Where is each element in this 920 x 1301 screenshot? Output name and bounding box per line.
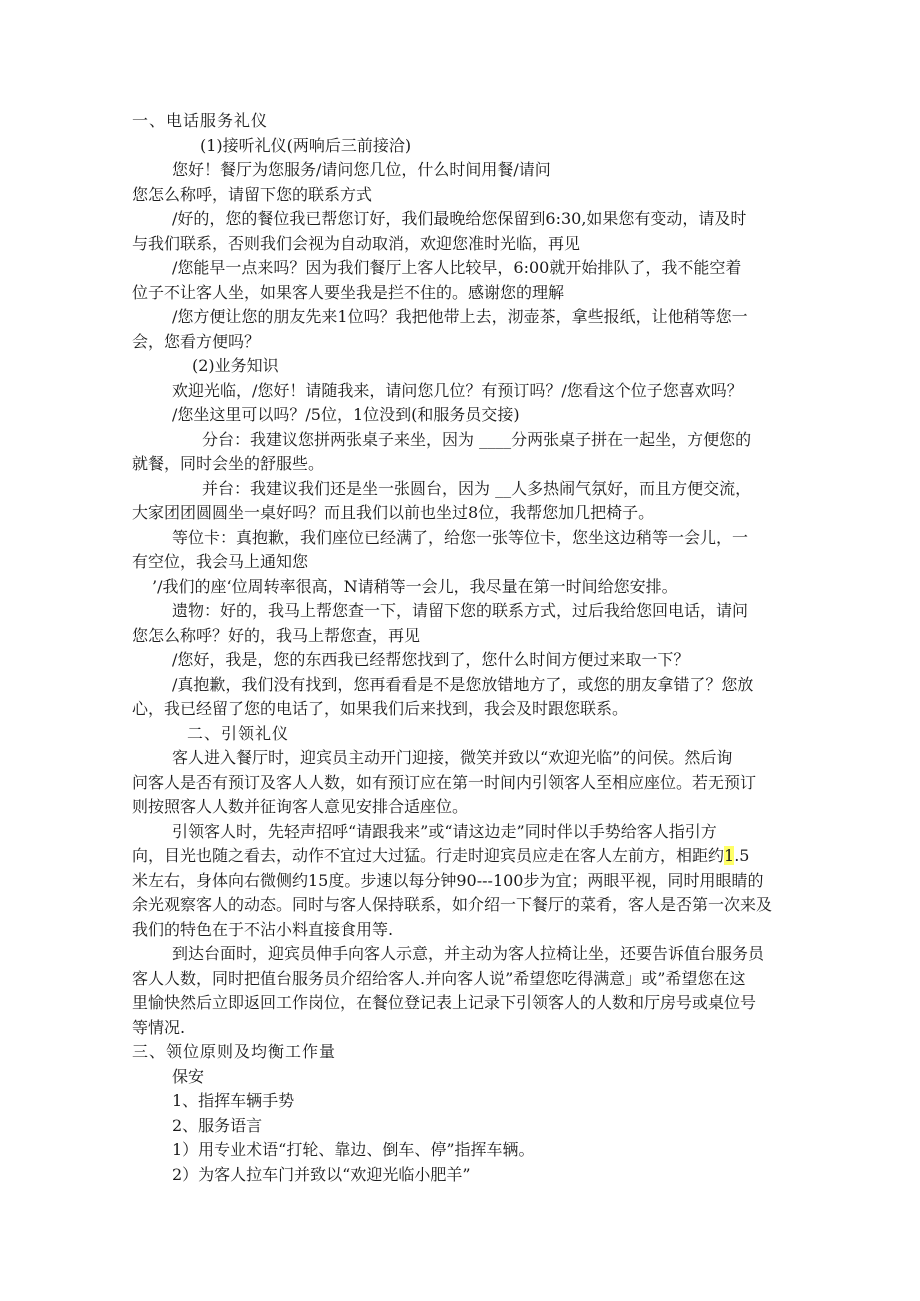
- paragraph-line: 会，您看方便吗？: [132, 331, 261, 351]
- paragraph-line: 您好！餐厅为您服务/请问您几位，什么时间用餐/请问: [172, 160, 551, 179]
- highlighted-text: 1: [724, 846, 735, 865]
- paragraph-text: 向，目光也随之看去，动作不宜过大过猛。行走时迎宾员应走在客人左前方，相距约: [132, 846, 725, 865]
- paragraph-line: 遗物：好的，我马上帮您查一下，请留下您的联系方式，过后我给您回电话，请问: [172, 601, 749, 620]
- paragraph-line: 分台：我建议您拼两张桌子来坐，因为 ____分两张桌子拼在一起坐，方便您的: [202, 429, 752, 449]
- paragraph-line: 等情况.: [132, 1017, 186, 1037]
- paragraph-line: 米左右，身体向右微侧约15度。步速以每分钟90---100步为宜；两眼平视，同时用眼睛的: [132, 870, 764, 890]
- subheading-security: 保安: [172, 1066, 205, 1086]
- list-item: 2、服务语言: [172, 1115, 263, 1135]
- paragraph-line: ’/我们的座‘位周转率很高，N请稍等一会儿，我尽量在第一时间给您安排。: [152, 576, 678, 596]
- paragraph-line: 心，我已经留了您的电话了，如果我们后来找到，我会及时跟您联系。: [132, 699, 629, 718]
- paragraph-line: /您坐这里可以吗？/5位，1位没到(和服务员交接): [172, 405, 520, 424]
- paragraph-line: 则按照客人人数并征询客人意见安排合适座位。: [132, 797, 469, 816]
- paragraph-line: 与我们联系，否则我们会视为自动取消，欢迎您准时光临，再见: [132, 233, 581, 253]
- paragraph-line: 就餐，同时会坐的舒服些。: [132, 454, 325, 473]
- paragraph-line: 等位卡：真抱歉，我们座位已经满了，给您一张等位卡，您坐这边稍等一会儿，一: [172, 527, 749, 547]
- paragraph-line: [132, 844, 792, 869]
- paragraph-line: 余光观察客人的动态。同时与客人保持联系，如介绍一下餐厅的菜肴，客人是否第一次来及: [132, 895, 773, 914]
- paragraph-line: 并台：我建议我们还是坐一张圆台，因为 __人多热闹气氛好，而且方便交流，: [202, 478, 752, 498]
- paragraph-line: 问客人是否有预订及客人人数，如有预订应在第一时间内引领客人至相应座位。若无预订: [132, 772, 757, 792]
- paragraph-line: /您方便让您的朋友先来1位吗？我把他带上去，沏壶茶，拿些报纸，让他稍等您一: [172, 307, 748, 326]
- paragraph-line: 有空位，我会马上通知您: [132, 552, 309, 571]
- paragraph-line: 大家团团圆圆坐一桌好吗？而且我们以前也坐过8位，我帮您加几把椅子。: [132, 503, 655, 522]
- paragraph-line: 我们的特色在于不沾小料直接食用等.: [132, 919, 394, 939]
- section-heading-seating-principles: 三、领位原则及均衡工作量: [132, 1042, 337, 1061]
- list-item: 1）用专业术语“打轮、靠边、倒车、停”指挥车辆。: [172, 1140, 535, 1159]
- section-heading-guiding-etiquette: 二、引领礼仪: [187, 723, 290, 743]
- paragraph-line: 您怎么称呼？好的，我马上帮您查，再见: [132, 625, 421, 645]
- paragraph-text: .5: [734, 846, 750, 865]
- document-page: [132, 109, 792, 1187]
- paragraph-line: /好的，您的餐位我已帮您订好，我们最晚给您保留到6:30,如果您有变动，请及时: [172, 209, 747, 228]
- paragraph-line: 到达台面时，迎宾员伸手向客人示意，并主动为客人拉椅让坐，还要告诉值台服务员: [172, 944, 765, 963]
- subheading-business-knowledge: (2)业务知识: [192, 356, 279, 375]
- paragraph-line: 您怎么称呼，请留下您的联系方式: [132, 184, 373, 204]
- paragraph-line: /您能早一点来吗？因为我们餐厅上客人比较早，6:00就开始排队了，我不能空着: [172, 258, 742, 277]
- paragraph-line: 里愉快然后立即返回工作岗位，在餐位登记表上记录下引领客人的人数和厅房号或桌位号: [132, 993, 757, 1012]
- paragraph-line: 欢迎光临，/您好！请随我来，请问您几位？有预订吗？/您看这个位子您喜欢吗？: [172, 380, 743, 400]
- paragraph-line: /真抱歉，我们没有找到，您再看看是不是您放错地方了，或您的朋友拿错了？您放: [172, 674, 754, 694]
- list-item: 2）为客人拉车门并致以“欢迎光临小肥羊”: [172, 1164, 471, 1184]
- section-heading-phone-etiquette: 一、电话服务礼仪: [132, 111, 269, 130]
- subheading-answering: (1)接听礼仪(两响后三前接洽): [200, 135, 412, 155]
- paragraph-line: /您好，我是，您的东西我已经帮您找到了，您什么时间方便过来取一下？: [172, 650, 690, 669]
- paragraph-line: 位子不让客人坐，如果客人要坐我是拦不住的。感谢您的理解: [132, 282, 565, 302]
- paragraph-line: 客人人数，同时把值台服务员介绍给客人.并向客人说”希望您吃得满意」或”希望您在这: [132, 968, 746, 988]
- list-item: 1、指挥车辆手势: [172, 1091, 295, 1110]
- paragraph-line: 引领客人时，先轻声招呼“请跟我来”或“请这边走”同时伴以手势给客人指引方: [172, 821, 717, 841]
- paragraph-line: 客人进入餐厅时，迎宾员主动开门迎接，微笑并致以“欢迎光临”的问侯。然后询: [172, 748, 733, 767]
